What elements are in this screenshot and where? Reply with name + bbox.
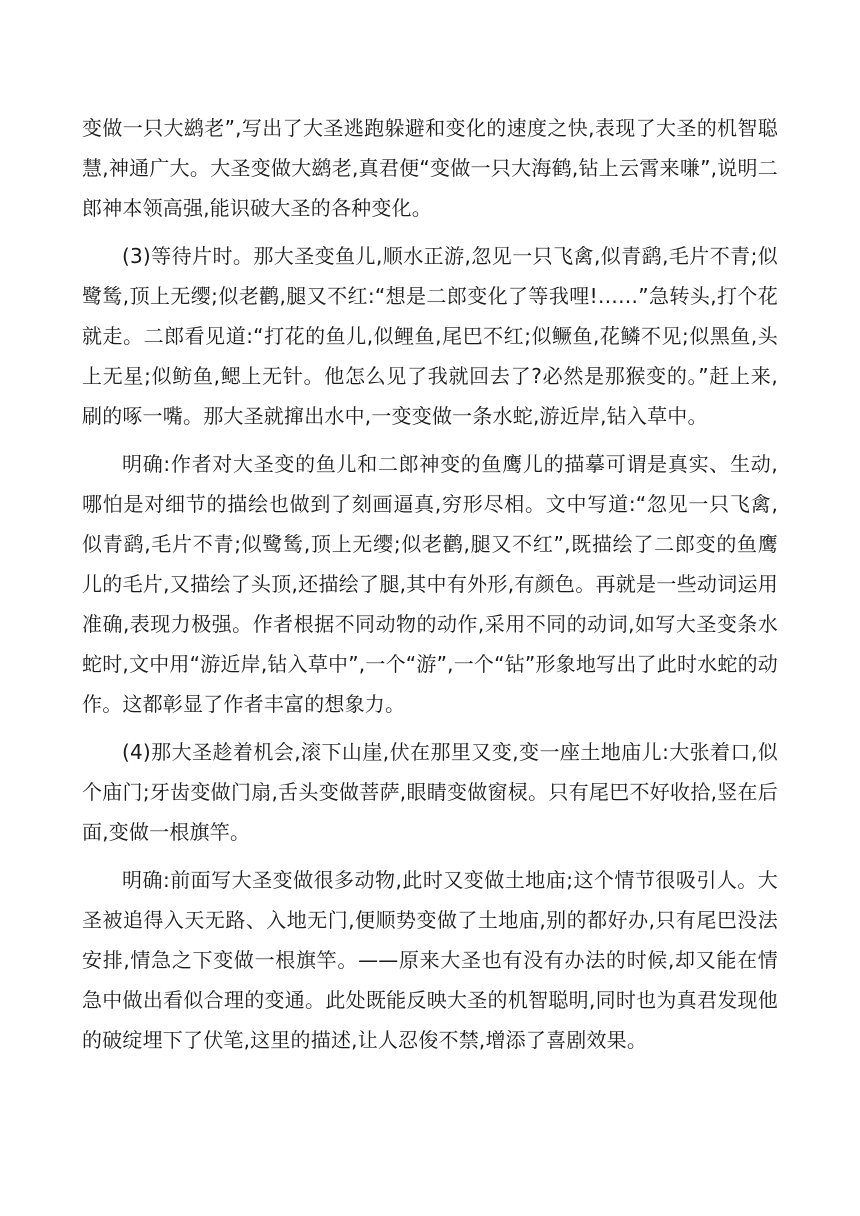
paragraph-analysis-4: 明确:前面写大圣变做很多动物,此时又变做土地庙;这个情节很吸引人。大圣被追得入天无路、入地无门,便顺势变做了土地庙,别的都好办,只有尾巴没法安排,情急之下变做一根旗竿。——原来大圣也有没有办法的时候,却又能在情急中做出看似合理的变通。此处既能反映大圣的机智聪明,同时也为真君发现他的破绽埋下了伏笔,这里的描述,让人忍俊不禁,增添了喜剧效果。 (82, 868, 778, 1052)
document-body (82, 108, 778, 1068)
paragraph-continuation: 变做一只大鹚老”,写出了大圣逃跑躲避和变化的速度之快,表现了大圣的机智聪慧,神通广大。大圣变做大鹚老,真君便“变做一只大海鹤,钻上云霄来嗛”,说明二郎神本领高强,能识破大圣的各种变化。 (82, 116, 778, 220)
paragraph-excerpt-4: (4)那大圣趁着机会,滚下山崖,伏在那里又变,变一座土地庙儿:大张着口,似个庙门;牙齿变做门扇,舌头变做菩萨,眼睛变做窗棂。只有尾巴不好收拾,竖在后面,变做一根旗竿。 (82, 740, 778, 844)
paragraph-analysis-3: 明确:作者对大圣变的鱼儿和二郎神变的鱼鹰儿的描摹可谓是真实、生动,哪怕是对细节的描绘也做到了刻画逼真,穷形尽相。文中写道:“忽见一只飞禽,似青鹞,毛片不青;似鹭鸶,顶上无缨;似老鹳,腿又不红”,既描绘了二郎变的鱼鹰儿的毛片,又描绘了头顶,还描绘了腿,其中有外形,有颜色。再就是一些动词运用准确,表现力极强。作者根据不同动物的动作,采用不同的动词,如写大圣变条水蛇时,文中用“游近岸,钻入草中”,一个“游”,一个“钻”形象地写出了此时水蛇的动作。这都彰显了作者丰富的想象力。 (82, 452, 778, 716)
paragraph-excerpt-3: (3)等待片时。那大圣变鱼儿,顺水正游,忽见一只飞禽,似青鹞,毛片不青;似鹭鸶,顶上无缨;似老鹳,腿又不红:“想是二郎变化了等我哩!……”急转头,打个花就走。二郎看见道:“打花的鱼儿,似鲤鱼,尾巴不红;似鳜鱼,花鳞不见;似黑鱼,头上无星;似鲂鱼,鳃上无针。他怎么见了我就回去了?必然是那猴变的。”赶上来,刷的啄一嘴。那大圣就撺出水中,一变变做一条水蛇,游近岸,钻入草中。 (82, 244, 778, 428)
